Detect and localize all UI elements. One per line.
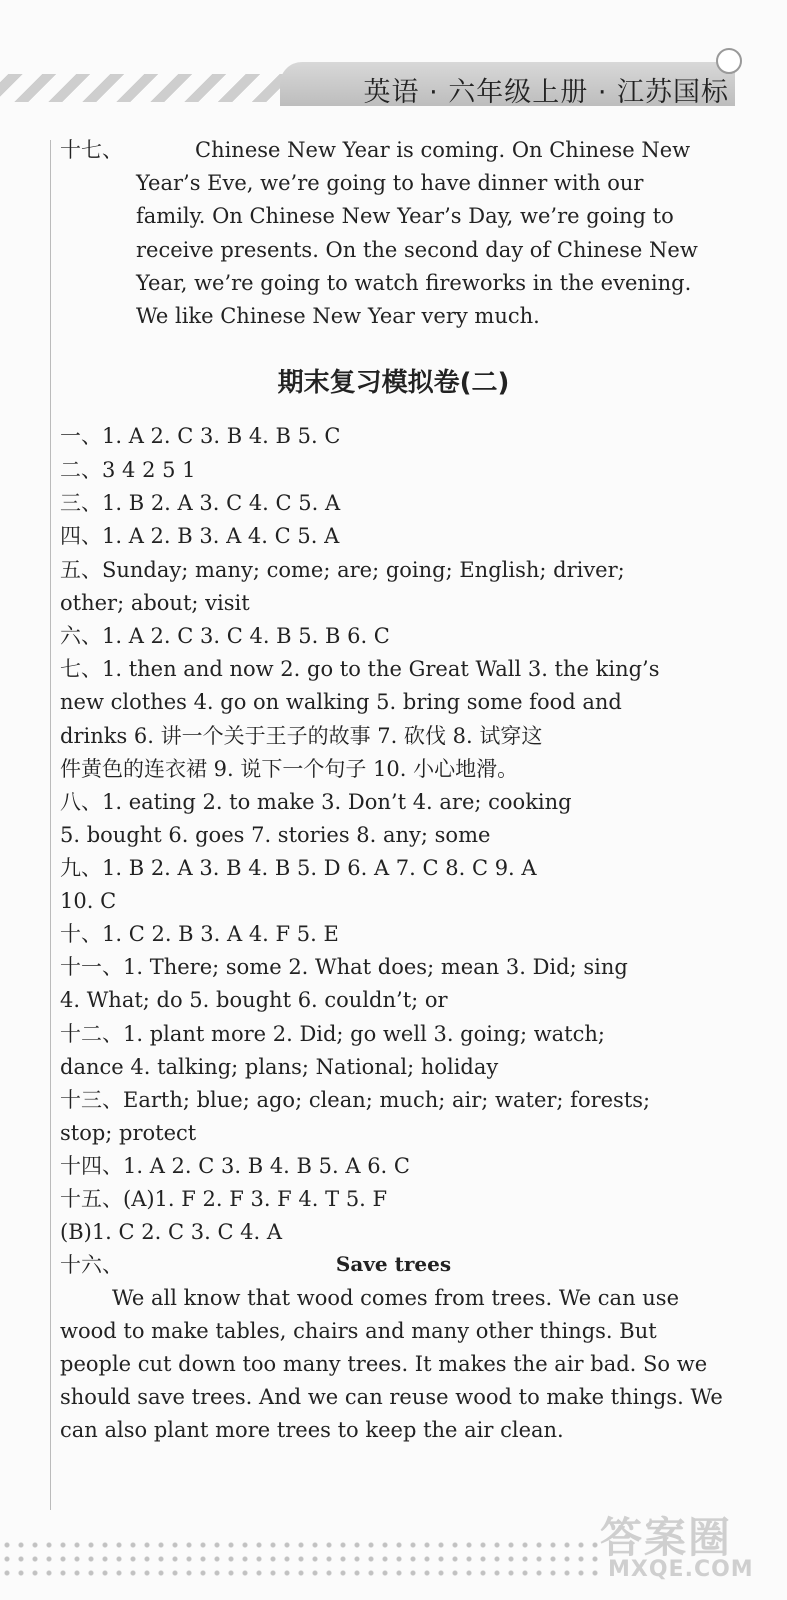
answer-line: other; about; visit xyxy=(60,591,250,615)
answer-line: 十二、1. plant more 2. Did; go well 3. going; watch; xyxy=(60,1022,605,1046)
essay-line: can also plant more trees to keep the air clean. xyxy=(60,1418,564,1442)
answer-line: new clothes 4. go on walking 5. bring some food and xyxy=(60,690,622,714)
answer-line: 一、1. A 2. C 3. B 4. B 5. C xyxy=(60,424,341,448)
essay-line: people cut down too many trees. It makes the air bad. So we xyxy=(60,1352,708,1376)
answer-line: 十五、(A)1. F 2. F 3. F 4. T 5. F xyxy=(60,1187,388,1211)
answer-line: 十一、1. There; some 2. What does; mean 3. Did; sing xyxy=(60,955,628,979)
watermark-url-text: MXQE.COM xyxy=(608,1557,754,1582)
answer-line: (B)1. C 2. C 3. C 4. A xyxy=(60,1220,283,1244)
q17-line: Year’s Eve, we’re going to have dinner with our xyxy=(136,171,644,195)
footer-dot-decoration xyxy=(0,1538,600,1578)
q17-line: We like Chinese New Year very much. xyxy=(136,304,540,328)
header-stripe-decoration xyxy=(0,74,300,102)
q17-line: Year, we’re going to watch fireworks in the evening. xyxy=(136,271,692,295)
watermark-main-text: 答案圈 xyxy=(600,1513,733,1562)
answer-line: dance 4. talking; plans; National; holiday xyxy=(60,1055,499,1079)
answer-line: 4. What; do 5. bought 6. couldn’t; or xyxy=(60,988,448,1012)
q17-line: receive presents. On the second day of Chinese New xyxy=(136,238,698,262)
left-margin-rule xyxy=(50,140,51,1510)
answer-line: 二、3 4 2 5 1 xyxy=(60,458,196,482)
essay-line: We all know that wood comes from trees. We can use xyxy=(112,1286,680,1310)
answer-line: 5. bought 6. goes 7. stories 8. any; some xyxy=(60,823,491,847)
answer-line: stop; protect xyxy=(60,1121,197,1145)
answer-line: 十、1. C 2. B 3. A 4. F 5. E xyxy=(60,922,339,946)
answer-line: 五、Sunday; many; come; are; going; English; driver; xyxy=(60,558,625,582)
answer-line: 三、1. B 2. A 3. C 4. C 5. A xyxy=(60,491,341,515)
answer-line: drinks 6. 讲一个关于王子的故事 7. 砍伐 8. 试穿这 xyxy=(60,724,543,748)
section-title: 期末复习模拟卷(二) xyxy=(277,368,510,398)
corner-circle-decoration xyxy=(716,48,742,74)
answer-line: 四、1. A 2. B 3. A 4. C 5. A xyxy=(60,524,340,548)
q16-label: 十六、 xyxy=(60,1253,123,1277)
answer-line: 九、1. B 2. A 3. B 4. B 5. D 6. A 7. C 8. C 9. A xyxy=(60,856,537,880)
q17-line: Chinese New Year is coming. On Chinese New xyxy=(195,138,691,162)
answer-line: 十四、1. A 2. C 3. B 4. B 5. A 6. C xyxy=(60,1154,410,1178)
answer-line: 六、1. A 2. C 3. C 4. B 5. B 6. C xyxy=(60,624,390,648)
site-watermark xyxy=(598,1505,758,1585)
essay-title: Save trees xyxy=(335,1252,452,1276)
q17-label: 十七、 xyxy=(60,138,123,162)
answer-line: 十三、Earth; blue; ago; clean; much; air; water; forests; xyxy=(60,1088,651,1112)
page-header-title: 英语 · 六年级上册 · 江苏国标 xyxy=(363,77,729,108)
answer-line: 八、1. eating 2. to make 3. Don’t 4. are; cooking xyxy=(60,790,572,814)
answer-line: 件黄色的连衣裙 9. 说下一个句子 10. 小心地滑。 xyxy=(60,757,519,781)
essay-line: should save trees. And we can reuse wood to make things. We xyxy=(60,1385,723,1409)
answer-line: 10. C xyxy=(60,889,117,913)
answer-line: 七、1. then and now 2. go to the Great Wall 3. the king’s xyxy=(60,657,660,681)
essay-line: wood to make tables, chairs and many other things. But xyxy=(60,1319,657,1343)
q17-line: family. On Chinese New Year’s Day, we’re going to xyxy=(136,204,674,228)
